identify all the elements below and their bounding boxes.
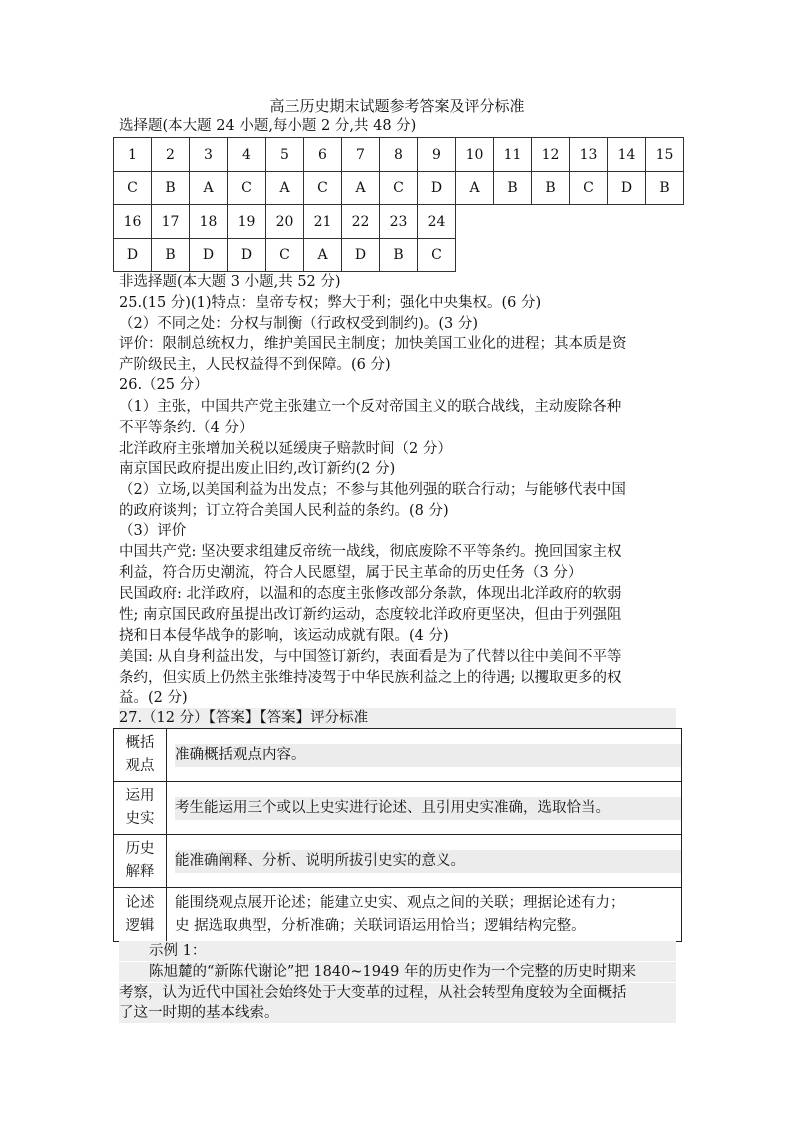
example-line: 陈旭麓的“新陈代谢论”把 1840~1949 年的历史作为一个完整的历史时期来	[119, 962, 676, 982]
criteria-key-line: 观点	[125, 758, 155, 774]
criteria-row	[114, 835, 682, 888]
criteria-key	[114, 835, 167, 888]
mc-number-cell: 18	[190, 205, 228, 239]
mc-number-cell: 19	[228, 205, 266, 239]
answer-line: 的政府谈判；订立符合美国人民利益的条约。(8 分)	[119, 503, 449, 519]
mc-answer-cell: B	[380, 239, 418, 272]
mc-number-cell: 3	[190, 138, 228, 172]
answer-line: 民国政府: 北洋政府，以温和的态度主张修改部分条款，体现出北洋政府的软弱	[119, 586, 622, 602]
mc-number-cell: 21	[304, 205, 342, 239]
mc-answer-row	[114, 172, 684, 205]
criteria-desc-line: 准确概括观点内容。	[175, 744, 681, 767]
mc-number-cell: 16	[114, 205, 152, 239]
mc-answer-cell: B	[532, 172, 570, 205]
answer-line: 不平等条约.（4 分）	[119, 420, 254, 436]
mc-answer-cell: A	[342, 172, 380, 205]
criteria-desc-line: 能围绕观点展开论述；能建立史实、观点之间的关联；理据论述有力；	[175, 894, 625, 911]
answer-line: 中国共产党: 坚决要求组建反帝统一战线，彻底废除不平等条约。挽回国家主权	[119, 544, 622, 560]
mc-number-cell: 9	[418, 138, 456, 172]
mc-number-row	[114, 138, 684, 172]
mc-answer-cell: B	[646, 172, 684, 205]
mc-answer-cell: C	[228, 172, 266, 205]
mc-answer-cell: A	[456, 172, 494, 205]
mc-answer-cell: B	[152, 239, 190, 272]
mc-number-cell: 23	[380, 205, 418, 239]
answer-line: 评价：限制总统权力，维护美国民主制度；加快美国工业化的进程；其本质是资	[119, 336, 627, 352]
mc-number-cell: 14	[608, 138, 646, 172]
criteria-row	[114, 888, 682, 942]
mc-number-cell: 5	[266, 138, 304, 172]
criteria-desc	[167, 835, 682, 888]
example-line: 了这一时期的基本线索。	[119, 1003, 676, 1023]
mc-number-cell: 2	[152, 138, 190, 172]
mc-number-cell: 6	[304, 138, 342, 172]
criteria-key-line: 论述	[125, 894, 155, 911]
criteria-key-line: 历史	[125, 841, 155, 857]
mc-number-cell: 8	[380, 138, 418, 172]
mc-answer-cell: B	[152, 172, 190, 205]
mc-answer-cell: A	[190, 172, 228, 205]
criteria-row	[114, 782, 682, 835]
mc-answer-table-1	[113, 137, 684, 205]
answer-line: 益。(2 分)	[119, 690, 188, 706]
mc-number-cell: 17	[152, 205, 190, 239]
mc-answer-cell: C	[570, 172, 608, 205]
criteria-desc-line: 史 据选取典型，分析准确；关联词语运用恰当；逻辑结构完整。	[175, 917, 586, 934]
criteria-key	[114, 888, 167, 942]
mc-answer-cell: C	[380, 172, 418, 205]
criteria-key-line: 概括	[125, 735, 155, 751]
example-label: 示例 1：	[119, 941, 676, 961]
criteria-key-line: 运用	[125, 788, 155, 804]
mc-answer-cell: C	[114, 172, 152, 205]
mc-answer-table-2	[113, 204, 456, 272]
mc-answer-cell: D	[190, 239, 228, 272]
scoring-criteria-table	[113, 728, 682, 942]
answer-line: 利益，符合历史潮流，符合人民愿望，属于民主革命的历史任务（3 分）	[119, 565, 583, 581]
mc-number-cell: 15	[646, 138, 684, 172]
mc-answer-cell: D	[418, 172, 456, 205]
mc-answer-row	[114, 239, 456, 272]
mc-answer-cell: C	[418, 239, 456, 272]
criteria-desc-line: 能准确阐释、分析、说明所拔引史实的意义。	[175, 850, 681, 873]
example-line: 考察，认为近代中国社会始终处于大变革的过程，从社会转型角度较为全面概括	[119, 983, 676, 1003]
criteria-key	[114, 729, 167, 782]
criteria-desc	[167, 729, 682, 782]
mc-number-cell: 20	[266, 205, 304, 239]
mc-number-cell: 1	[114, 138, 152, 172]
mc-number-cell: 11	[494, 138, 532, 172]
mc-answer-cell: A	[266, 172, 304, 205]
answer-line: （1）主张，中国共产党主张建立一个反对帝国主义的联合战线，主动废除各种	[119, 399, 622, 415]
mc-answer-cell: C	[304, 172, 342, 205]
mc-answer-cell: A	[304, 239, 342, 272]
criteria-desc-line: 考生能运用三个或以上史实进行论述、且引用史实准确，选取恰当。	[175, 797, 681, 820]
mc-number-row	[114, 205, 456, 239]
answer-line: 南京国民政府提出废止旧约,改订新约(2 分)	[119, 461, 396, 477]
mc-number-cell: 24	[418, 205, 456, 239]
mc-number-cell: 22	[342, 205, 380, 239]
answer-line: （2）不同之处：分权与制衡（行政权受到制约)。(3 分)	[119, 316, 479, 332]
answer-line: 挠和日本侵华战争的影响，该运动成就有限。(4 分)	[119, 628, 449, 644]
answer-line: 性; 南京国民政府虽提出改订新约运动，态度较北洋政府更坚决，但由于列强阻	[119, 607, 622, 623]
answer-line: 美国: 从自身利益出发，与中国签订新约，表面看是为了代替以往中美间不平等	[119, 649, 622, 665]
q27-header: 27.（12 分）【答案】【答案】评分标准	[119, 708, 676, 728]
mc-number-cell: 4	[228, 138, 266, 172]
criteria-desc	[167, 888, 682, 942]
criteria-key-line: 逻辑	[125, 917, 155, 934]
criteria-key	[114, 782, 167, 835]
answer-line: （2）立场,以美国利益为出发点；不参与其他列强的联合行动；与能够代表中国	[119, 482, 626, 498]
mc-answer-cell: D	[342, 239, 380, 272]
mc-answer-cell: B	[494, 172, 532, 205]
answer-line: 25.(15 分)(1)特点：皇帝专权；弊大于利；强化中央集权。(6 分)	[119, 295, 542, 311]
page-title: 高三历史期末试题参考答案及评分标准	[269, 97, 525, 115]
mc-section-header: 选择题(本大题 24 小题,每小题 2 分,共 48 分)	[119, 118, 417, 134]
answer-line: 产阶级民主，人民权益得不到保障。(6 分)	[119, 357, 391, 373]
mc-number-cell: 12	[532, 138, 570, 172]
mc-number-cell: 10	[456, 138, 494, 172]
criteria-key-line: 解释	[125, 864, 155, 880]
answer-line: 26.（25 分）	[119, 377, 209, 393]
answer-line: 条约，但实质上仍然主张维持凌驾于中华民族利益之上的待遇; 以攫取更多的权	[119, 670, 622, 686]
criteria-key-line: 史实	[125, 811, 155, 827]
mc-answer-cell: C	[266, 239, 304, 272]
nonmc-section-header: 非选择题(本大题 3 小题,共 52 分)	[119, 274, 341, 290]
answer-line: 北洋政府主张增加关税以延缓庚子赔款时间（2 分）	[119, 441, 452, 457]
answer-line: （3）评价	[119, 523, 187, 539]
mc-answer-cell: D	[608, 172, 646, 205]
mc-number-cell: 7	[342, 138, 380, 172]
mc-number-cell: 13	[570, 138, 608, 172]
mc-answer-cell: D	[228, 239, 266, 272]
mc-answer-cell: D	[114, 239, 152, 272]
criteria-desc	[167, 782, 682, 835]
criteria-row	[114, 729, 682, 782]
